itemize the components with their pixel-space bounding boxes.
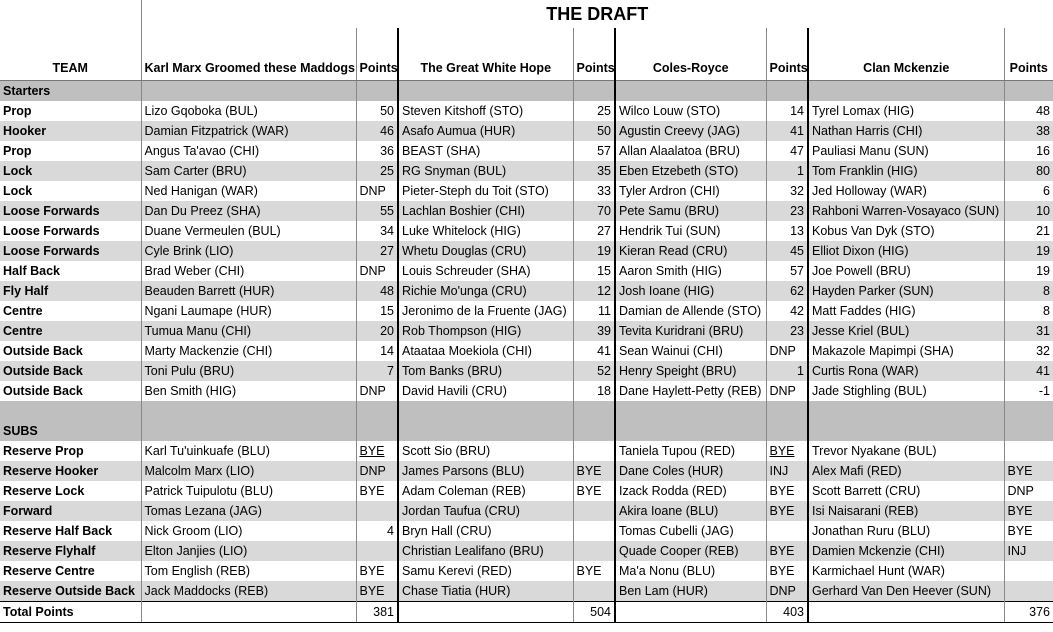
sheet-title[interactable]: THE DRAFT (141, 0, 1053, 28)
player-cell-team-4[interactable]: Matt Faddes (HIG) (808, 301, 1004, 321)
table-row (0, 381, 1053, 401)
spacer-cell[interactable] (1004, 401, 1053, 421)
player-cell-team-3[interactable]: Allan Alaalatoa (BRU) (615, 141, 766, 161)
table-row (0, 441, 1053, 461)
table-row (0, 481, 1053, 501)
section-label[interactable]: Starters (0, 81, 141, 102)
player-cell-team-2[interactable]: Atаataa Moekiola (CHI) (398, 341, 573, 361)
position-cell[interactable]: Prop (3, 104, 32, 118)
position-cell[interactable]: Forward (0, 501, 141, 521)
player-cell-team-1[interactable]: Sam Carter (BRU) (141, 161, 356, 181)
player-cell-team-3[interactable]: Tyler Ardron (CHI) (615, 181, 766, 201)
player-cell-team-3[interactable]: Tomas Cubelli (JAG) (615, 521, 766, 541)
player-cell-team-2[interactable]: Rob Thompson (HIG) (398, 321, 573, 341)
points-cell-team-4[interactable]: 8 (1004, 281, 1053, 301)
player-cell-team-1[interactable]: Brad Weber (CHI) (141, 261, 356, 281)
points-cell-team-4[interactable] (1004, 441, 1053, 461)
header-row (0, 28, 1053, 81)
position-cell[interactable]: Loose Forwards (0, 201, 141, 221)
points-cell-team-3[interactable]: BYE (766, 481, 808, 501)
header-points-2[interactable]: Points (573, 28, 615, 81)
section-blank-cell[interactable] (766, 421, 808, 441)
section-blank-cell[interactable] (141, 421, 356, 441)
total-blank-team-1[interactable] (141, 602, 356, 623)
player-cell-team-1[interactable]: Damian Fitzpatrick (WAR) (141, 121, 356, 141)
player-cell-team-2[interactable]: Adam Coleman (REB) (398, 481, 573, 501)
section-blank-cell[interactable] (141, 81, 356, 102)
points-cell-team-2[interactable] (573, 581, 615, 602)
total-points-team-1[interactable]: 381 (356, 602, 398, 623)
spacer-cell[interactable] (0, 401, 141, 421)
player-cell-team-4[interactable]: Jonathan Ruru (BLU) (808, 521, 1004, 541)
table-row (0, 141, 1053, 161)
section-blank-cell[interactable] (356, 81, 398, 102)
points-cell-team-1[interactable]: 25 (356, 161, 398, 181)
player-cell-team-2[interactable]: Whetu Douglas (CRU) (398, 241, 573, 261)
position-cell[interactable]: Reserve Flyhalf (0, 541, 141, 561)
player-cell-team-2[interactable]: Steven Kitshoff (STO) (398, 101, 573, 121)
spacer-row (0, 401, 1053, 421)
table-row (0, 301, 1053, 321)
player-cell-team-3[interactable]: Damian de Allende (STO) (615, 301, 766, 321)
position-cell[interactable]: Outside Back (3, 344, 83, 358)
points-cell-team-2[interactable] (573, 501, 615, 521)
points-cell-team-3[interactable]: 1 (766, 161, 808, 181)
player-cell-team-1[interactable]: Cyle Brink (LIO) (141, 241, 356, 261)
points-cell-team-4[interactable]: BYE (1004, 501, 1053, 521)
position-cell[interactable]: Lock (3, 184, 33, 198)
position-cell[interactable]: Prop (3, 144, 32, 158)
section-blank-cell[interactable] (398, 421, 573, 441)
total-blank-team-4[interactable] (808, 602, 1004, 623)
player-cell-team-1[interactable]: Ben Smith (HIG) (141, 381, 356, 401)
player-cell-team-3[interactable]: Sean Wainui (CHI) (615, 341, 766, 361)
points-cell-team-1[interactable]: 14 (356, 341, 398, 361)
player-cell-team-3[interactable]: Quade Cooper (REB) (615, 541, 766, 561)
player-cell-team-4[interactable]: Tom Franklin (HIG) (808, 161, 1004, 181)
points-cell-team-3[interactable]: 62 (766, 281, 808, 301)
player-cell-team-4[interactable]: Elliot Dixon (HIG) (808, 241, 1004, 261)
total-row (0, 602, 1053, 623)
player-cell-team-3[interactable]: Tevita Kuridrani (BRU) (615, 321, 766, 341)
position-cell[interactable]: Fly Half (0, 281, 141, 301)
player-cell-team-1[interactable]: Duane Vermeulen (BUL) (141, 221, 356, 241)
total-points-team-4[interactable]: 376 (1004, 602, 1053, 623)
player-cell-team-4[interactable]: Isi Naisarani (REB) (808, 501, 1004, 521)
points-cell-team-1[interactable]: DNP (356, 461, 398, 481)
section-blank-cell[interactable] (808, 81, 1004, 102)
points-cell-team-2[interactable]: 33 (573, 181, 615, 201)
player-cell-team-4[interactable]: Nathan Harris (CHI) (808, 121, 1004, 141)
player-cell-team-3[interactable]: Taniela Tupou (RED) (615, 441, 766, 461)
points-cell-team-3[interactable]: 57 (766, 261, 808, 281)
points-cell-team-4[interactable]: -1 (1004, 381, 1053, 401)
section-blank-cell[interactable] (573, 421, 615, 441)
table-row (0, 361, 1053, 381)
points-cell-team-2[interactable]: 35 (573, 161, 615, 181)
position-cell[interactable]: Centre (3, 304, 43, 318)
points-cell-team-4[interactable]: 6 (1004, 181, 1053, 201)
player-cell-team-2[interactable]: James Parsons (BLU) (398, 461, 573, 481)
player-cell-team-1[interactable]: Toni Pulu (BRU) (141, 361, 356, 381)
player-cell-team-3[interactable]: Wilco Louw (STO) (615, 101, 766, 121)
points-cell-team-1[interactable]: DNP (356, 261, 398, 281)
player-cell-team-3[interactable]: Eben Etzebeth (STO) (615, 161, 766, 181)
total-blank-team-3[interactable] (615, 602, 766, 623)
player-cell-team-4[interactable]: Pauliasi Manu (SUN) (808, 141, 1004, 161)
spacer-cell[interactable] (808, 401, 1004, 421)
points-cell-team-3[interactable]: DNP (766, 581, 808, 602)
points-cell-team-4[interactable]: 80 (1004, 161, 1053, 181)
points-cell-team-4[interactable]: DNP (1004, 481, 1053, 501)
points-cell-team-4[interactable]: 32 (1004, 341, 1053, 361)
points-cell-team-3[interactable]: BYE (766, 441, 808, 461)
player-cell-team-2[interactable]: Luke Whitelock (HIG) (398, 221, 573, 241)
player-cell-team-1[interactable]: Dan Du Preez (SHA) (141, 201, 356, 221)
table-row (0, 121, 1053, 141)
section-row (0, 81, 1053, 102)
points-cell-team-2[interactable]: 57 (573, 141, 615, 161)
player-cell-team-3[interactable]: Kieran Read (CRU) (615, 241, 766, 261)
table-row (0, 341, 1053, 361)
player-cell-team-1[interactable]: Karl Tu'uinkuafe (BLU) (141, 441, 356, 461)
player-cell-team-3[interactable]: Hendrik Tui (SUN) (615, 221, 766, 241)
player-cell-team-1[interactable]: Angus Ta'avao (CHI) (141, 141, 356, 161)
points-cell-team-3[interactable]: 41 (766, 121, 808, 141)
player-cell-team-2[interactable]: David Havili (CRU) (398, 381, 573, 401)
points-cell-team-1[interactable]: 48 (356, 281, 398, 301)
header-team-3[interactable]: Coles-Royce (615, 28, 766, 81)
header-team[interactable]: TEAM (0, 28, 141, 81)
player-cell-team-2[interactable]: Louis Schreuder (SHA) (398, 261, 573, 281)
player-cell-team-3[interactable]: Henry Speight (BRU) (615, 361, 766, 381)
points-cell-team-4[interactable]: BYE (1004, 461, 1053, 481)
player-cell-team-1[interactable]: Tomas Lezana (JAG) (141, 501, 356, 521)
points-cell-team-1[interactable]: 7 (356, 361, 398, 381)
table-row (0, 161, 1053, 181)
table-row (0, 521, 1053, 541)
points-cell-team-2[interactable]: 11 (573, 301, 615, 321)
player-cell-team-3[interactable]: Izack Rodda (RED) (615, 481, 766, 501)
position-cell[interactable]: Centre (0, 321, 141, 341)
points-cell-team-3[interactable]: DNP (766, 341, 808, 361)
player-cell-team-3[interactable]: Dane Haylett-Petty (REB) (615, 381, 766, 401)
points-cell-team-4[interactable]: 16 (1004, 141, 1053, 161)
section-blank-cell[interactable] (808, 421, 1004, 441)
player-cell-team-2[interactable]: Asafo Aumua (HUR) (398, 121, 573, 141)
player-cell-team-2[interactable]: BEAST (SHA) (398, 141, 573, 161)
position-cell[interactable]: Loose Forwards (3, 224, 100, 238)
points-cell-team-1[interactable]: 55 (356, 201, 398, 221)
points-cell-team-3[interactable]: 47 (766, 141, 808, 161)
table-row (0, 281, 1053, 301)
player-cell-team-2[interactable]: Lachlan Boshier (CHI) (398, 201, 573, 221)
points-cell-team-4[interactable]: 8 (1004, 301, 1053, 321)
player-cell-team-1[interactable]: Tumua Manu (CHI) (141, 321, 356, 341)
player-cell-team-2[interactable]: Christian Lealifano (BRU) (398, 541, 573, 561)
player-cell-team-4[interactable]: Jade Stighling (BUL) (808, 381, 1004, 401)
player-cell-team-2[interactable]: Pieter-Steph du Toit (STO) (398, 181, 573, 201)
table-row (0, 101, 1053, 121)
position-cell[interactable]: Outside Back (0, 361, 141, 381)
player-cell-team-3[interactable]: Josh Ioane (HIG) (615, 281, 766, 301)
points-cell-team-2[interactable]: BYE (573, 461, 615, 481)
points-cell-team-3[interactable]: 45 (766, 241, 808, 261)
spacer-cell[interactable] (398, 401, 573, 421)
points-cell-team-1[interactable]: DNP (356, 181, 398, 201)
points-cell-team-4[interactable]: INJ (1004, 541, 1053, 561)
points-cell-team-3[interactable]: 1 (766, 361, 808, 381)
spacer-cell[interactable] (141, 401, 356, 421)
points-cell-team-4[interactable] (1004, 561, 1053, 581)
player-cell-team-1[interactable]: Tom English (REB) (141, 561, 356, 581)
player-cell-team-4[interactable]: Jed Holloway (WAR) (808, 181, 1004, 201)
points-cell-team-1[interactable]: 15 (356, 301, 398, 321)
points-cell-team-4[interactable]: 19 (1004, 261, 1053, 281)
player-cell-team-2[interactable]: Tom Banks (BRU) (398, 361, 573, 381)
points-cell-team-2[interactable]: 50 (573, 121, 615, 141)
player-cell-team-4[interactable]: Scott Barrett (CRU) (808, 481, 1004, 501)
section-row (0, 421, 1053, 441)
points-cell-team-3[interactable]: 32 (766, 181, 808, 201)
points-cell-team-1[interactable]: 50 (356, 101, 398, 121)
spacer-cell[interactable] (573, 401, 615, 421)
position-cell[interactable]: Outside Back (3, 384, 83, 398)
title-row (0, 0, 1053, 28)
table-row (0, 501, 1053, 521)
table-row (0, 581, 1053, 602)
table-row (0, 261, 1053, 281)
player-cell-team-1[interactable]: Elton Janjies (LIO) (141, 541, 356, 561)
spacer-cell[interactable] (356, 401, 398, 421)
points-cell-team-2[interactable]: 25 (573, 101, 615, 121)
section-blank-cell[interactable] (573, 81, 615, 102)
player-cell-team-4[interactable]: Makazole Mapimpi (SHA) (808, 341, 1004, 361)
player-cell-team-4[interactable]: Joe Powell (BRU) (808, 261, 1004, 281)
player-cell-team-4[interactable]: Tyrel Lomax (HIG) (808, 101, 1004, 121)
points-cell-team-1[interactable]: BYE (356, 481, 398, 501)
player-cell-team-4[interactable]: Karmichael Hunt (WAR) (808, 561, 1004, 581)
player-cell-team-2[interactable]: RG Snyman (BUL) (398, 161, 573, 181)
points-cell-team-2[interactable]: 41 (573, 341, 615, 361)
position-cell[interactable]: Reserve Hooker (0, 461, 141, 481)
section-blank-cell[interactable] (615, 81, 766, 102)
player-cell-team-4[interactable]: Kobus Van Dyk (STO) (808, 221, 1004, 241)
position-cell[interactable]: Hooker (0, 121, 141, 141)
points-cell-team-1[interactable]: 46 (356, 121, 398, 141)
total-points-team-2[interactable]: 504 (573, 602, 615, 623)
player-cell-team-3[interactable]: Ma'a Nonu (BLU) (615, 561, 766, 581)
player-cell-team-1[interactable]: Patrick Tuipulotu (BLU) (141, 481, 356, 501)
points-cell-team-4[interactable]: BYE (1004, 521, 1053, 541)
header-points-3[interactable]: Points (766, 28, 808, 81)
player-cell-team-3[interactable]: Agustin Creevy (JAG) (615, 121, 766, 141)
table-row (0, 321, 1053, 341)
points-cell-team-1[interactable]: 36 (356, 141, 398, 161)
player-cell-team-3[interactable]: Akira Ioane (BLU) (615, 501, 766, 521)
position-cell[interactable]: Reserve Centre (3, 564, 95, 578)
position-cell[interactable]: Reserve Half Back (3, 524, 113, 538)
points-cell-team-2[interactable]: BYE (573, 481, 615, 501)
points-cell-team-1[interactable]: 27 (356, 241, 398, 261)
player-cell-team-4[interactable]: Alex Mafi (RED) (808, 461, 1004, 481)
points-cell-team-4[interactable]: 31 (1004, 321, 1053, 341)
points-cell-team-3[interactable]: DNP (766, 381, 808, 401)
player-cell-team-4[interactable]: Trevor Nyakane (BUL) (808, 441, 1004, 461)
player-cell-team-4[interactable]: Jesse Kriel (BUL) (808, 321, 1004, 341)
position-cell[interactable]: Half Back (3, 264, 60, 278)
position-cell[interactable]: Loose Forwards (0, 241, 141, 261)
points-cell-team-2[interactable]: 52 (573, 361, 615, 381)
points-cell-team-1[interactable]: BYE (356, 581, 398, 602)
points-cell-team-1[interactable]: DNP (356, 381, 398, 401)
spacer-cell[interactable] (766, 401, 808, 421)
player-cell-team-1[interactable]: Nick Groom (LIO) (141, 521, 356, 541)
table-row (0, 201, 1053, 221)
player-cell-team-2[interactable]: Bryn Hall (CRU) (398, 521, 573, 541)
total-blank-team-2[interactable] (398, 602, 573, 623)
player-cell-team-1[interactable]: Lizo Gqoboka (BUL) (141, 101, 356, 121)
points-cell-team-4[interactable]: 21 (1004, 221, 1053, 241)
header-team-2[interactable]: The Great White Hope (398, 28, 573, 81)
player-cell-team-3[interactable]: Dane Coles (HUR) (615, 461, 766, 481)
section-blank-cell[interactable] (615, 421, 766, 441)
player-cell-team-4[interactable]: Damien Mckenzie (CHI) (808, 541, 1004, 561)
player-cell-team-1[interactable]: Jack Maddocks (REB) (141, 581, 356, 602)
player-cell-team-4[interactable]: Curtis Rona (WAR) (808, 361, 1004, 381)
points-cell-team-4[interactable]: 41 (1004, 361, 1053, 381)
points-cell-team-1[interactable] (356, 541, 398, 561)
position-cell[interactable]: Reserve Prop (3, 444, 84, 458)
player-cell-team-1[interactable]: Malcolm Marx (LIO) (141, 461, 356, 481)
points-cell-team-2[interactable]: 70 (573, 201, 615, 221)
points-cell-team-4[interactable]: 38 (1004, 121, 1053, 141)
player-cell-team-2[interactable]: Jordan Taufua (CRU) (398, 501, 573, 521)
points-cell-team-3[interactable] (766, 521, 808, 541)
points-cell-team-3[interactable]: INJ (766, 461, 808, 481)
position-cell[interactable]: Lock (0, 161, 141, 181)
section-label[interactable]: SUBS (0, 421, 141, 441)
points-cell-team-1[interactable] (356, 501, 398, 521)
header-team-1[interactable]: Karl Marx Groomed these Maddogs (141, 28, 356, 81)
points-cell-team-3[interactable]: BYE (766, 561, 808, 581)
points-cell-team-2[interactable]: 18 (573, 381, 615, 401)
points-cell-team-3[interactable]: 42 (766, 301, 808, 321)
section-blank-cell[interactable] (398, 81, 573, 102)
points-cell-team-2[interactable]: 39 (573, 321, 615, 341)
title-blank-cell[interactable] (0, 0, 141, 28)
table-row (0, 181, 1053, 201)
player-cell-team-3[interactable]: Pete Samu (BRU) (615, 201, 766, 221)
points-cell-team-3[interactable]: BYE (766, 541, 808, 561)
spacer-cell[interactable] (615, 401, 766, 421)
player-cell-team-2[interactable]: Chase Tiatia (HUR) (398, 581, 573, 602)
player-cell-team-3[interactable]: Aaron Smith (HIG) (615, 261, 766, 281)
header-team-4[interactable]: Clan Mckenzie (808, 28, 1004, 81)
section-blank-cell[interactable] (1004, 421, 1053, 441)
total-label[interactable]: Total Points (0, 602, 141, 623)
player-cell-team-3[interactable]: Ben Lam (HUR) (615, 581, 766, 602)
player-cell-team-2[interactable]: Jeronimo de la Fruente (JAG) (398, 301, 573, 321)
points-cell-team-1[interactable]: BYE (356, 561, 398, 581)
player-cell-team-1[interactable]: Ned Hanigan (WAR) (141, 181, 356, 201)
points-cell-team-1[interactable]: 20 (356, 321, 398, 341)
points-cell-team-2[interactable]: 19 (573, 241, 615, 261)
player-cell-team-1[interactable]: Beauden Barrett (HUR) (141, 281, 356, 301)
table-row (0, 461, 1053, 481)
header-points-1[interactable]: Points (356, 28, 398, 81)
section-blank-cell[interactable] (356, 421, 398, 441)
position-cell[interactable]: Reserve Outside Back (0, 581, 141, 602)
points-cell-team-2[interactable]: 15 (573, 261, 615, 281)
header-points-4[interactable]: Points (1004, 28, 1053, 81)
player-cell-team-1[interactable]: Marty Mackenzie (CHI) (141, 341, 356, 361)
table-row (0, 221, 1053, 241)
table-row (0, 241, 1053, 261)
points-cell-team-2[interactable] (573, 541, 615, 561)
position-cell[interactable]: Reserve Lock (3, 484, 85, 498)
points-cell-team-3[interactable]: BYE (766, 501, 808, 521)
table-row (0, 561, 1053, 581)
player-cell-team-1[interactable]: Ngani Laumape (HUR) (141, 301, 356, 321)
points-cell-team-1[interactable]: BYE (356, 441, 398, 461)
points-cell-team-3[interactable]: 13 (766, 221, 808, 241)
points-cell-team-3[interactable]: 14 (766, 101, 808, 121)
section-blank-cell[interactable] (766, 81, 808, 102)
points-cell-team-1[interactable]: 4 (356, 521, 398, 541)
player-cell-team-2[interactable]: Richie Mo'unga (CRU) (398, 281, 573, 301)
total-points-team-3[interactable]: 403 (766, 602, 808, 623)
section-blank-cell[interactable] (1004, 81, 1053, 102)
points-cell-team-4[interactable]: 10 (1004, 201, 1053, 221)
points-cell-team-4[interactable]: 48 (1004, 101, 1053, 121)
points-cell-team-2[interactable] (573, 521, 615, 541)
player-cell-team-4[interactable]: Rahboni Warren-Vosayaco (SUN) (808, 201, 1004, 221)
points-cell-team-3[interactable]: 23 (766, 201, 808, 221)
points-cell-team-4[interactable]: 19 (1004, 241, 1053, 261)
table-row (0, 541, 1053, 561)
points-cell-team-1[interactable]: 34 (356, 221, 398, 241)
player-cell-team-4[interactable]: Gerhard Van Den Heever (SUN) (808, 581, 1004, 602)
points-cell-team-3[interactable]: 23 (766, 321, 808, 341)
points-cell-team-2[interactable]: BYE (573, 561, 615, 581)
player-cell-team-2[interactable]: Scott Sio (BRU) (398, 441, 573, 461)
points-cell-team-4[interactable] (1004, 581, 1053, 602)
points-cell-team-2[interactable]: 12 (573, 281, 615, 301)
player-cell-team-2[interactable]: Samu Kerevi (RED) (398, 561, 573, 581)
player-cell-team-4[interactable]: Hayden Parker (SUN) (808, 281, 1004, 301)
points-cell-team-2[interactable]: 27 (573, 221, 615, 241)
points-cell-team-2[interactable] (573, 441, 615, 461)
